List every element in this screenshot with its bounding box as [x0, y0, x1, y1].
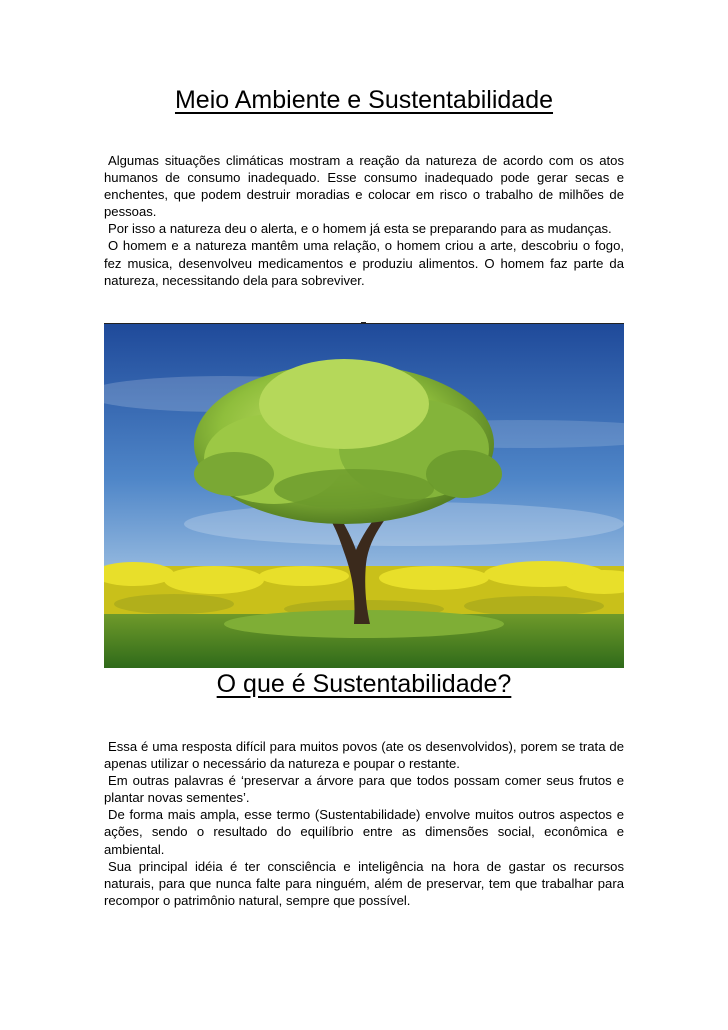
- page-title: Meio Ambiente e Sustentabilidade: [174, 86, 554, 114]
- paragraph: Sua principal idéia é ter consciência e inteligência na hora de gastar os recursos naturais, para que nunca falte para ninguém, além de preservar, tem que trabalhar para recompor o patrimônio natural, sempre que possível.: [104, 858, 624, 908]
- paragraph: Algumas situações climáticas mostram a reação da natureza de acordo com os atos humanos de consumo inadequado. Esse consumo inadequado pode gerar secas e enchentes, que podem destruir moradias e colocar em risco o trabalho de milhões de pessoas.: [104, 153, 624, 220]
- intro-section: [104, 152, 624, 289]
- paragraph: Em outras palavras é ‘preservar a árvore para que todos possam comer seus frutos e plantar novas sementes’.: [104, 773, 624, 806]
- tree-photo: [104, 324, 624, 668]
- paragraph: Essa é uma resposta difícil para muitos povos (ate os desenvolvidos), porem se trata de apenas utilizar o necessário da natureza e poupar o restante.: [104, 739, 624, 772]
- section-heading: O que é Sustentabilidade?: [216, 670, 512, 698]
- paragraph: De forma mais ampla, esse termo (Sustentabilidade) envolve muitos outros aspectos e ações, sendo o resultado do equilíbrio entre as dimensões social, econômica e ambiental.: [104, 807, 624, 857]
- tree-illustration: [104, 324, 624, 668]
- paragraph: Por isso a natureza deu o alerta, e o homem já esta se preparando para as mudanças.: [108, 221, 612, 237]
- sustainability-section: [104, 738, 624, 909]
- paragraph: O homem e a natureza mantêm uma relação, o homem criou a arte, descobriu o fogo, fez musica, desenvolveu medicamentos e produziu alimentos. O homem faz parte da natureza, necessitando dela para sobreviver.: [104, 238, 624, 288]
